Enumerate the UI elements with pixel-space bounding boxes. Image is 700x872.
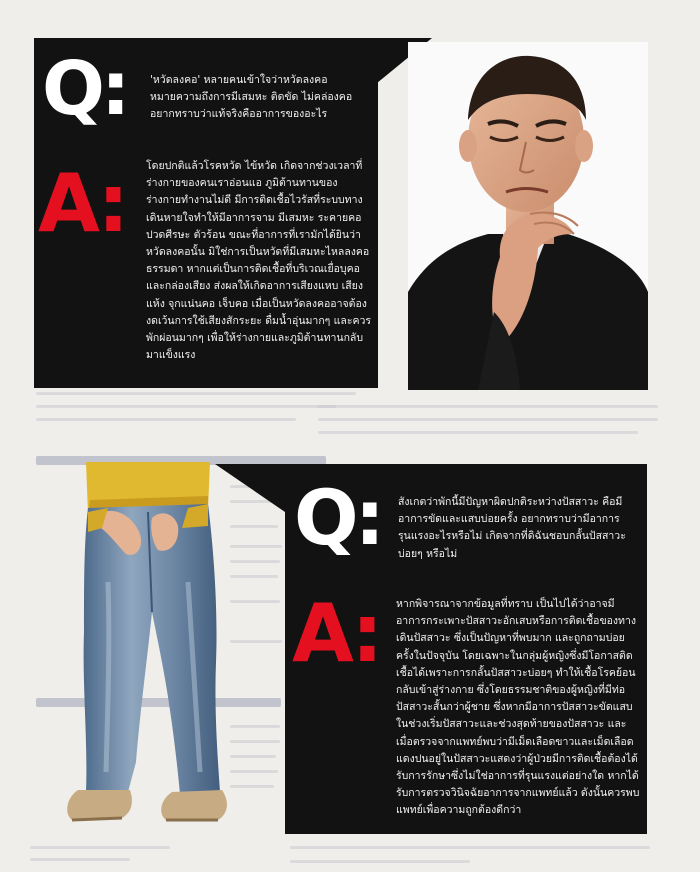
question-text-2: สังเกตว่าพักนี้มีปัญหาผิดปกติระหว่างปัสสาวะ คือมีอาการขัดและแสบบ่อยครั้ง อยากทราบว่ามีอาการรุนแรงอะไรหรือไม่ เกิดจากที่ดิฉันชอบกลั้นปัสสาวะบ่อยๆ หรือไม่ <box>398 496 626 560</box>
woman-illustration <box>48 462 230 832</box>
woman-jeans-photo <box>48 462 230 832</box>
question-letter-1: Q: <box>42 46 127 132</box>
question-text-1: 'หวัดลงคอ' หลายคนเข้าใจว่าหวัดลงคอหมายความถึงการมีเสมหะ ติดขัด ไม่คล่องคอ อยากทราบว่าแท้จริงคืออาการของอะไร <box>150 74 353 121</box>
answer-letter-2: A: <box>292 587 380 680</box>
answer-text-2: หากพิจารณาจากข้อมูลที่ทราบ เป็นไปได้ว่าอาจมีอาการกระเพาะปัสสาวะอักเสบหรือการติดเชื้อของทางเดินปัสสาวะ ซึ่งเป็นปัญหาที่พบมาก และถูกถามบ่อยครั้งในปัจจุบัน โดยเฉพาะในกลุ่มผู้หญิงซึ่งมีโอกาสติดเชื้อได้เพราะการกลั้นปัสสาวะบ่อยๆ ทำให้เชื้อโรคย้อนกลับเข้าสู่ร่างกาย ซึ่งโดยธรรมชาติของผู้หญิงที่มีท่อปัสสาวะสั้นกว่าผู้ชาย ซึ่งหากมีอาการปัสสาวะขัดแสบในช่วงเริ่มปัสสาวะและช่วงสุดท้ายของปัสสาวะ และเมื่อตรวจจากแพทย์พบว่ามีเม็ดเลือดขาวและเม็ดเลือดแดงปนอยู่ในปัสสาวะแสดงว่าผู้ป่วยมีการติดเชื้อต้องได้รับการรักษาซึ่งไม่ใช่อาการที่รุนแรงแต่อย่างใด หากได้รับการตรวจวินิจฉัยอาการจากแพทย์แล้ว ดังนั้นควรพบแพทย์เพื่อความถูกต้องดีกว่า <box>396 598 640 817</box>
answer-text-1: โดยปกติแล้วโรคหวัด ไข้หวัด เกิดจากช่วงเวลาที่ร่างกายของคนเราอ่อนแอ ภูมิต้านทานของร่างกายทำงานไม่ดี มีการติดเชื้อไวรัสที่ระบบทางเดินหายใจทำให้มีอาการจาม มีเสมหะ ระคายคอ ปวดศีรษะ ตัวร้อน ขณะที่อาการที่เรามักได้ยินว่าหวัดลงคอนั้น มิใช่การเป็นหวัดที่มีเสมหะไหลลงคอธรรมดา หากแต่เป็นการติดเชื้อที่บริเวณเยื่อบุคอ และกล่องเสียง ส่งผลให้เกิดอาการเสียงแหบ เสียงแห้ง จุกแน่นคอ เจ็บคอ เมื่อเป็นหวัดลงคออาจต้องงดเว้นการใช้เสียงสักระยะ ดื่มน้ำอุ่นมากๆ และควรพักผ่อนมากๆ เพื่อให้ร่างกายและภูมิต้านทานกลับมาแข็งแรง <box>146 160 372 362</box>
speech-tail-2 <box>215 464 285 512</box>
answer-letter-1: A: <box>38 157 126 250</box>
man-illustration <box>408 42 648 390</box>
sore-throat-photo <box>408 42 648 390</box>
question-letter-2: Q: <box>294 473 381 562</box>
